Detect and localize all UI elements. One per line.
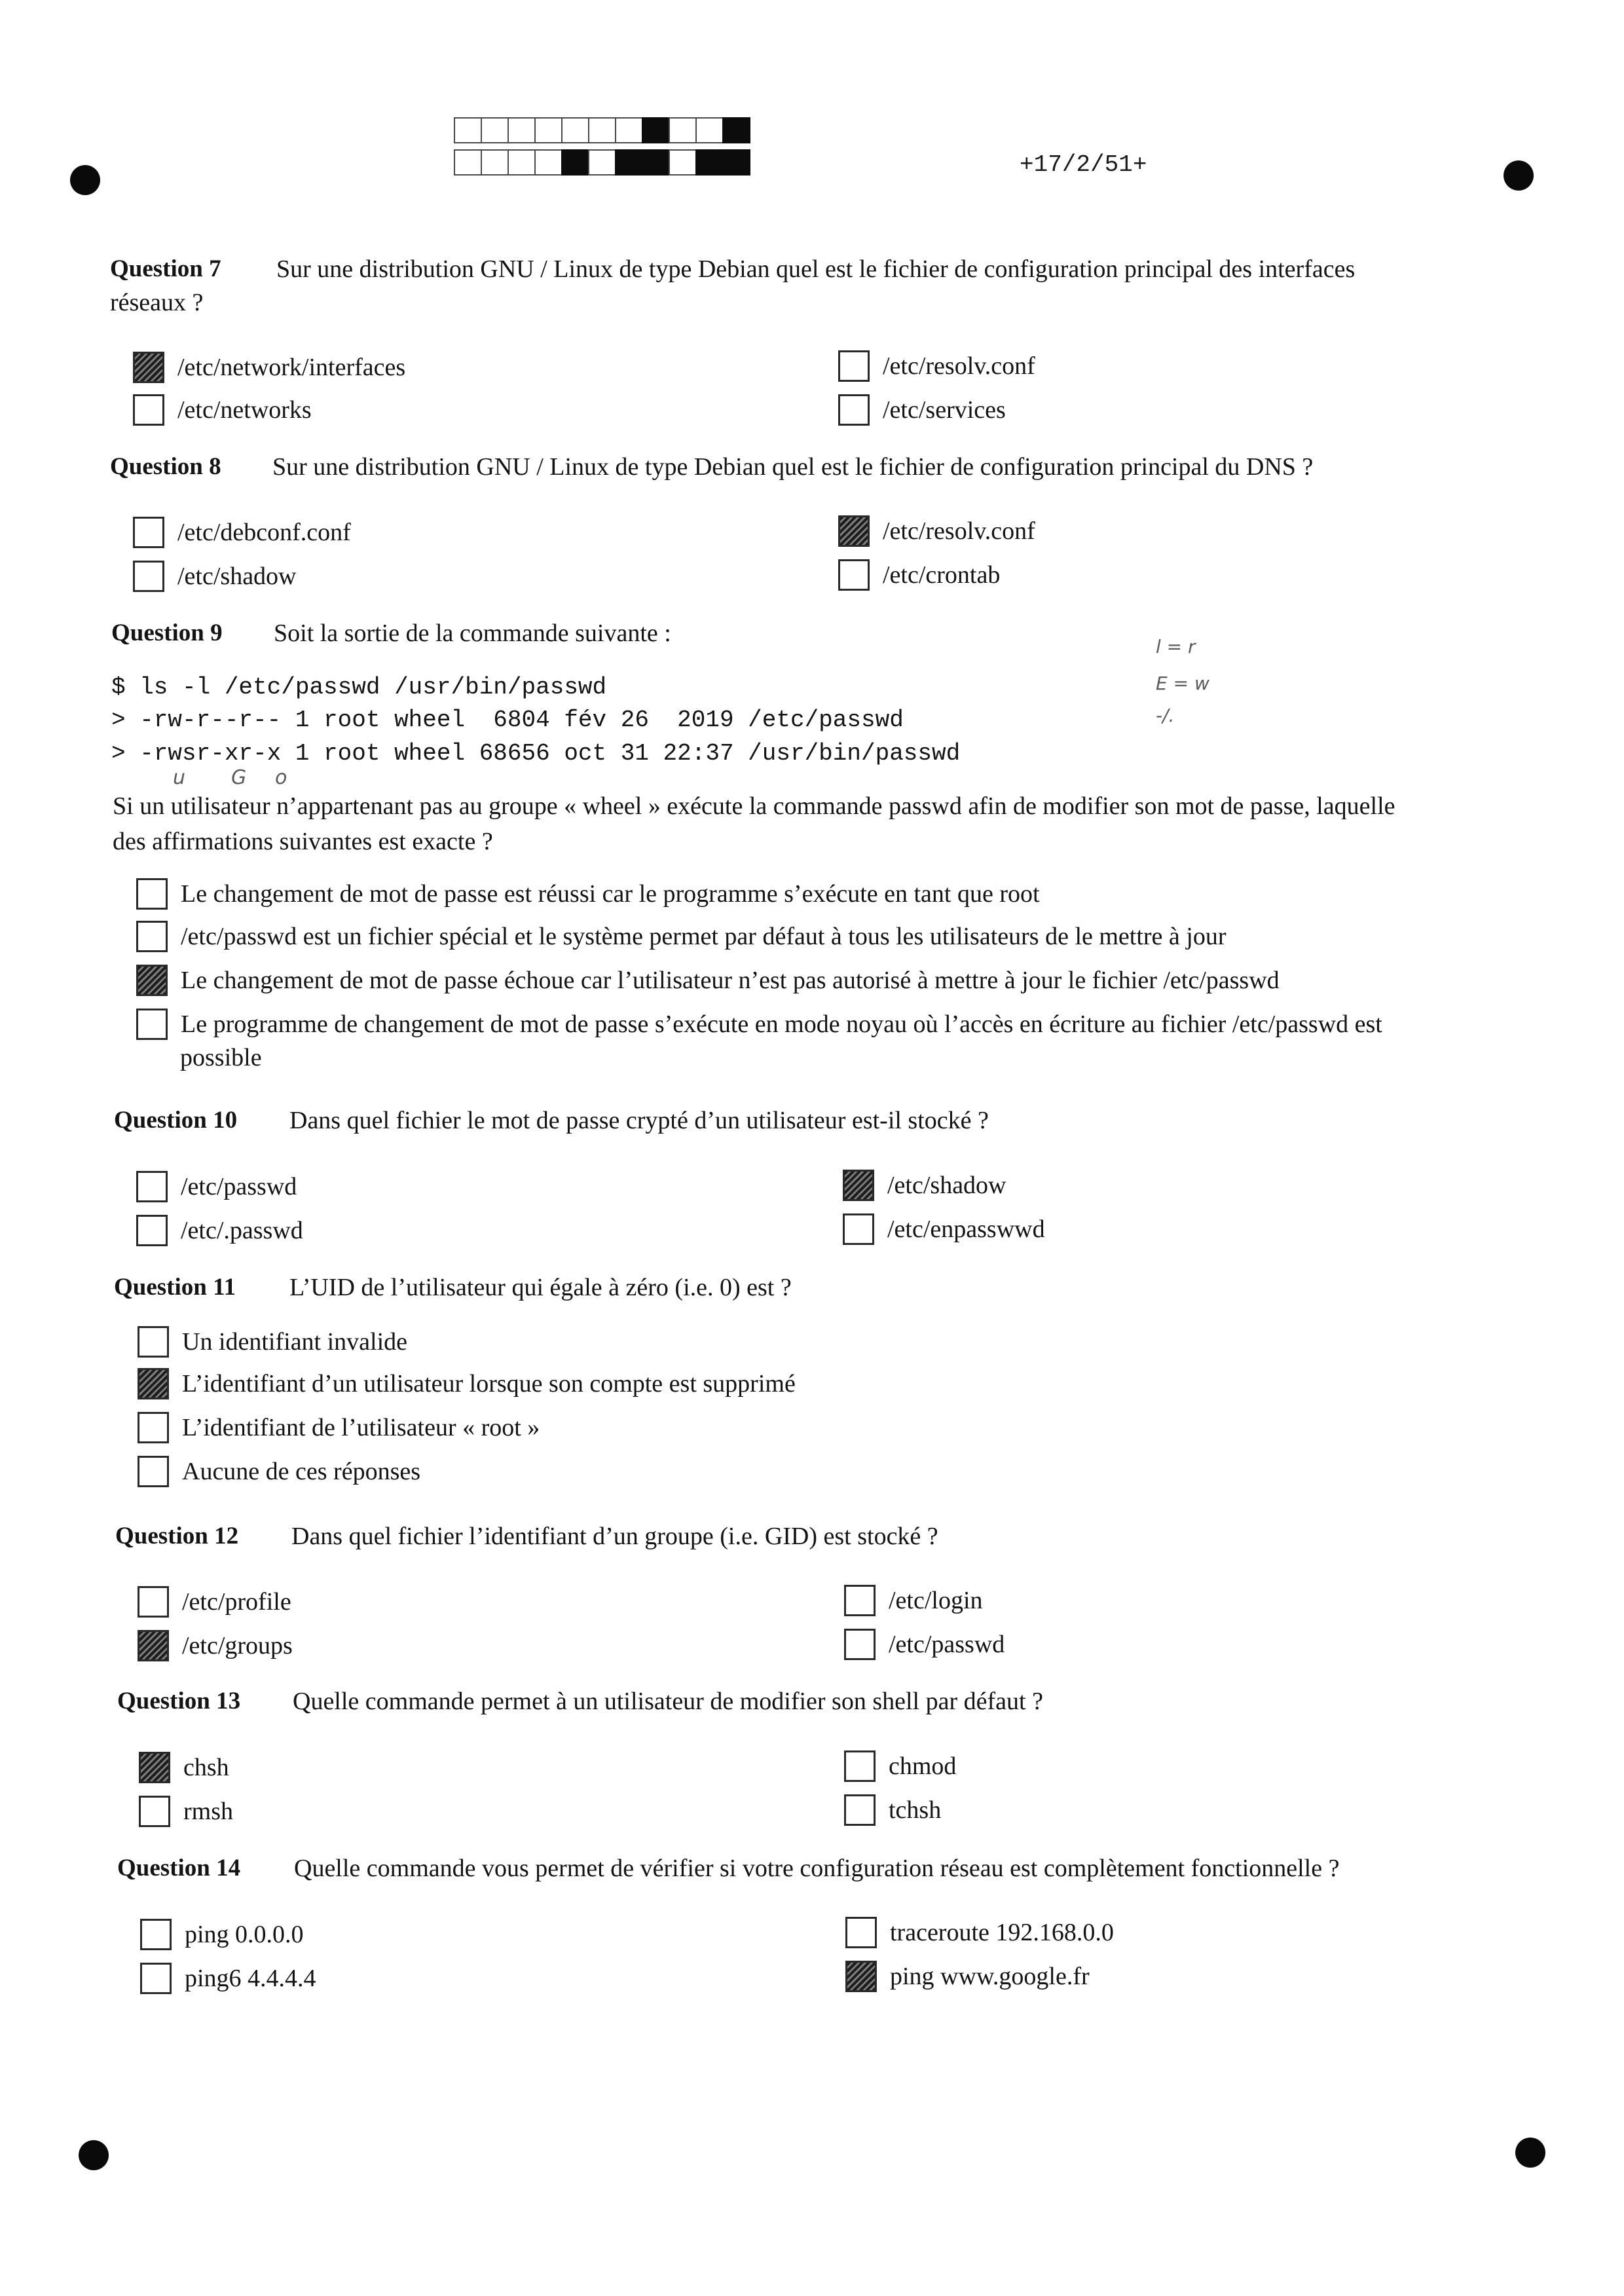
answer-label: chmod xyxy=(889,1752,957,1780)
answer-checkbox[interactable] xyxy=(136,1009,168,1040)
id-box-empty xyxy=(561,117,589,143)
answer-option[interactable] xyxy=(138,1630,293,1661)
answer-label: Le programme de changement de mot de passe s’exécute en mode noyau où l’accès en écriture au fichier /etc/passwd est xyxy=(181,1010,1382,1038)
answer-option[interactable] xyxy=(838,515,1035,547)
question-9-text: Soit la sortie de la commande suivante : xyxy=(274,620,671,647)
answer-checkbox[interactable] xyxy=(844,1750,876,1782)
answer-checkbox[interactable] xyxy=(133,394,164,426)
question-7-text: Sur une distribution GNU / Linux de type Debian quel est le fichier de configuration principal des interfaces xyxy=(276,255,1356,283)
answer-label: /etc/groups xyxy=(182,1632,293,1659)
command-output-line: > -rw-r--r-- 1 root wheel 6804 fév 26 2019 /etc/passwd xyxy=(111,707,904,733)
answer-checkbox[interactable] xyxy=(139,1796,170,1827)
answer-checkbox[interactable] xyxy=(136,965,168,996)
question-14-label: Question 14 xyxy=(117,1855,241,1881)
answer-label: Aucune de ces réponses xyxy=(182,1458,421,1485)
answer-option[interactable] xyxy=(844,1750,956,1782)
question-9-prompt: des affirmations suivantes est exacte ? xyxy=(113,828,493,855)
answer-option[interactable] xyxy=(844,1794,941,1826)
answer-option[interactable] xyxy=(138,1368,796,1399)
handwritten-annotation: G xyxy=(231,766,247,789)
answer-option[interactable] xyxy=(845,1917,1114,1948)
handwritten-margin-note: -/. xyxy=(1156,705,1175,726)
answer-checkbox[interactable] xyxy=(138,1630,169,1661)
answer-checkbox[interactable] xyxy=(844,1794,876,1826)
answer-checkbox[interactable] xyxy=(133,561,164,592)
answer-checkbox[interactable] xyxy=(139,1752,170,1783)
id-box-empty xyxy=(588,149,616,176)
answer-label: /etc/network/interfaces xyxy=(177,354,406,381)
answer-option[interactable] xyxy=(133,517,351,548)
answer-option[interactable] xyxy=(139,1796,233,1827)
answer-option[interactable] xyxy=(139,1752,229,1783)
answer-label: /etc/passwd est un fichier spécial et le système permet par défaut à tous les utilisateurs de le mettre à jour xyxy=(181,923,1227,950)
answer-label: /etc/resolv.conf xyxy=(883,517,1035,545)
answer-label-continuation: possible xyxy=(180,1044,262,1071)
question-8-text: Sur une distribution GNU / Linux de type Debian quel est le fichier de configuration principal du DNS ? xyxy=(272,453,1314,481)
id-box-empty xyxy=(669,117,697,143)
id-box-empty xyxy=(615,117,643,143)
question-7-label: Question 7 xyxy=(110,255,221,282)
answer-option[interactable] xyxy=(136,1009,1382,1040)
id-box-empty xyxy=(534,149,563,176)
id-box-filled xyxy=(561,149,589,176)
answer-option[interactable] xyxy=(136,1215,303,1246)
answer-option[interactable] xyxy=(140,1963,316,1994)
answer-checkbox[interactable] xyxy=(138,1412,169,1443)
answer-label: /etc/profile xyxy=(182,1588,291,1616)
registration-mark-bottom-right xyxy=(1515,2138,1545,2168)
id-box-filled xyxy=(722,117,750,143)
answer-checkbox[interactable] xyxy=(136,1215,168,1246)
question-9-prompt: Si un utilisateur n’appartenant pas au groupe « wheel » exécute la commande passwd afin de modifier son mot de passe, laquelle xyxy=(113,792,1395,820)
registration-mark-bottom-left xyxy=(79,2140,109,2170)
answer-option[interactable] xyxy=(838,350,1035,382)
question-13-label: Question 13 xyxy=(117,1688,241,1714)
student-id-boxes xyxy=(454,117,749,181)
answer-option[interactable] xyxy=(138,1456,420,1487)
question-8-label: Question 8 xyxy=(110,453,221,480)
answer-checkbox[interactable] xyxy=(138,1368,169,1399)
answer-checkbox[interactable] xyxy=(838,350,870,382)
answer-label: Le changement de mot de passe est réussi car le programme s’exécute en tant que root xyxy=(181,880,1040,908)
answer-checkbox[interactable] xyxy=(138,1456,169,1487)
answer-option[interactable] xyxy=(844,1629,1005,1660)
answer-checkbox[interactable] xyxy=(838,394,870,426)
id-box-filled xyxy=(615,149,643,176)
answer-label: ping6 4.4.4.4 xyxy=(185,1965,316,1992)
answer-option[interactable] xyxy=(138,1326,407,1358)
answer-label: /etc/services xyxy=(883,396,1006,424)
answer-option[interactable] xyxy=(843,1170,1006,1201)
question-7-text: réseaux ? xyxy=(110,289,204,316)
answer-checkbox[interactable] xyxy=(140,1919,172,1950)
answer-option[interactable] xyxy=(838,559,1000,591)
id-box-empty xyxy=(454,117,482,143)
question-9-label: Question 9 xyxy=(111,620,223,646)
answer-checkbox[interactable] xyxy=(140,1963,172,1994)
answer-label: traceroute 192.168.0.0 xyxy=(890,1919,1114,1946)
answer-option[interactable] xyxy=(138,1586,291,1618)
answer-checkbox[interactable] xyxy=(136,921,168,952)
answer-label: /etc/passwd xyxy=(889,1631,1005,1658)
question-14-text: Quelle commande vous permet de vérifier si votre configuration réseau est complètement fonctionnelle ? xyxy=(294,1855,1340,1882)
answer-checkbox[interactable] xyxy=(136,1171,168,1202)
question-12-label: Question 12 xyxy=(115,1523,239,1549)
question-10-text: Dans quel fichier le mot de passe crypté d’un utilisateur est-il stocké ? xyxy=(289,1107,989,1134)
answer-checkbox[interactable] xyxy=(843,1170,874,1201)
answer-label: /etc/shadow xyxy=(887,1172,1006,1199)
handwritten-annotation: o xyxy=(275,766,287,789)
answer-checkbox[interactable] xyxy=(845,1917,877,1948)
id-box-empty xyxy=(507,149,536,176)
answer-checkbox[interactable] xyxy=(133,517,164,548)
answer-label: Le changement de mot de passe échoue car l’utilisateur n’est pas autorisé à mettre à jour le fichier /etc/passwd xyxy=(181,967,1280,994)
handwritten-annotation: u xyxy=(173,766,186,789)
answer-checkbox[interactable] xyxy=(136,878,168,910)
command-output-line: > -rwsr-xr-x 1 root wheel 68656 oct 31 22:37 /usr/bin/passwd xyxy=(111,740,961,767)
answer-checkbox[interactable] xyxy=(844,1629,876,1660)
handwritten-margin-note: E = w xyxy=(1156,673,1209,694)
registration-mark-top-right xyxy=(1504,160,1534,191)
answer-label: /etc/login xyxy=(889,1587,983,1614)
answer-label: /etc/enpasswwd xyxy=(887,1215,1045,1243)
answer-checkbox[interactable] xyxy=(838,559,870,591)
answer-checkbox[interactable] xyxy=(843,1213,874,1245)
answer-label: ping 0.0.0.0 xyxy=(185,1921,304,1948)
id-box-empty xyxy=(534,117,563,143)
answer-label: /etc/shadow xyxy=(177,563,297,590)
answer-option[interactable] xyxy=(843,1213,1045,1245)
answer-checkbox[interactable] xyxy=(133,352,164,383)
registration-mark-top-left xyxy=(70,165,100,195)
answer-option[interactable] xyxy=(133,394,312,426)
answer-label: ping www.google.fr xyxy=(890,1963,1090,1990)
answer-option[interactable] xyxy=(845,1961,1090,1992)
answer-checkbox[interactable] xyxy=(838,515,870,547)
answer-label: /etc/.passwd xyxy=(181,1217,303,1244)
answer-label: /etc/debconf.conf xyxy=(177,519,351,546)
question-13-text: Quelle commande permet à un utilisateur de modifier son shell par défaut ? xyxy=(293,1688,1043,1715)
id-box-row xyxy=(454,117,749,143)
answer-option[interactable] xyxy=(136,965,1280,996)
answer-option[interactable] xyxy=(136,878,1040,910)
id-box-row xyxy=(454,149,749,176)
answer-option[interactable] xyxy=(140,1919,304,1950)
answer-label: Un identifiant invalide xyxy=(182,1328,408,1356)
answer-label: L’identifiant d’un utilisateur lorsque son compte est supprimé xyxy=(182,1370,796,1398)
id-box-empty xyxy=(695,117,724,143)
id-box-empty xyxy=(481,117,509,143)
id-box-empty xyxy=(669,149,697,176)
answer-checkbox[interactable] xyxy=(844,1585,876,1616)
id-box-filled xyxy=(642,117,670,143)
answer-option[interactable] xyxy=(838,394,1006,426)
id-box-empty xyxy=(588,117,616,143)
answer-option[interactable] xyxy=(133,352,405,383)
answer-checkbox[interactable] xyxy=(138,1326,169,1358)
answer-checkbox[interactable] xyxy=(845,1961,877,1992)
answer-option[interactable] xyxy=(133,561,297,592)
answer-label: /etc/resolv.conf xyxy=(883,352,1035,380)
command-line: $ ls -l /etc/passwd /usr/bin/passwd xyxy=(111,674,607,701)
answer-label: /etc/networks xyxy=(177,396,312,424)
page-code: +17/2/51+ xyxy=(1020,151,1147,178)
id-box-empty xyxy=(454,149,482,176)
answer-label: /etc/passwd xyxy=(181,1173,297,1200)
answer-option[interactable] xyxy=(844,1585,983,1616)
question-12-text: Dans quel fichier l’identifiant d’un groupe (i.e. GID) est stocké ? xyxy=(291,1523,938,1550)
answer-label: chsh xyxy=(183,1754,229,1781)
answer-label: rmsh xyxy=(183,1798,233,1825)
id-box-filled xyxy=(642,149,670,176)
answer-option[interactable] xyxy=(136,1171,297,1202)
question-11-label: Question 11 xyxy=(114,1274,236,1301)
answer-option[interactable] xyxy=(138,1412,540,1443)
id-box-filled xyxy=(695,149,724,176)
id-box-empty xyxy=(481,149,509,176)
answer-checkbox[interactable] xyxy=(138,1586,169,1618)
id-box-filled xyxy=(722,149,750,176)
answer-option[interactable] xyxy=(136,921,1227,952)
question-10-label: Question 10 xyxy=(114,1107,238,1134)
id-box-empty xyxy=(507,117,536,143)
handwritten-margin-note: l = r xyxy=(1156,636,1196,657)
answer-label: tchsh xyxy=(889,1796,942,1824)
question-11-text: L’UID de l’utilisateur qui égale à zéro (i.e. 0) est ? xyxy=(289,1274,792,1301)
answer-label: L’identifiant de l’utilisateur « root » xyxy=(182,1414,540,1441)
answer-label: /etc/crontab xyxy=(883,561,1001,589)
